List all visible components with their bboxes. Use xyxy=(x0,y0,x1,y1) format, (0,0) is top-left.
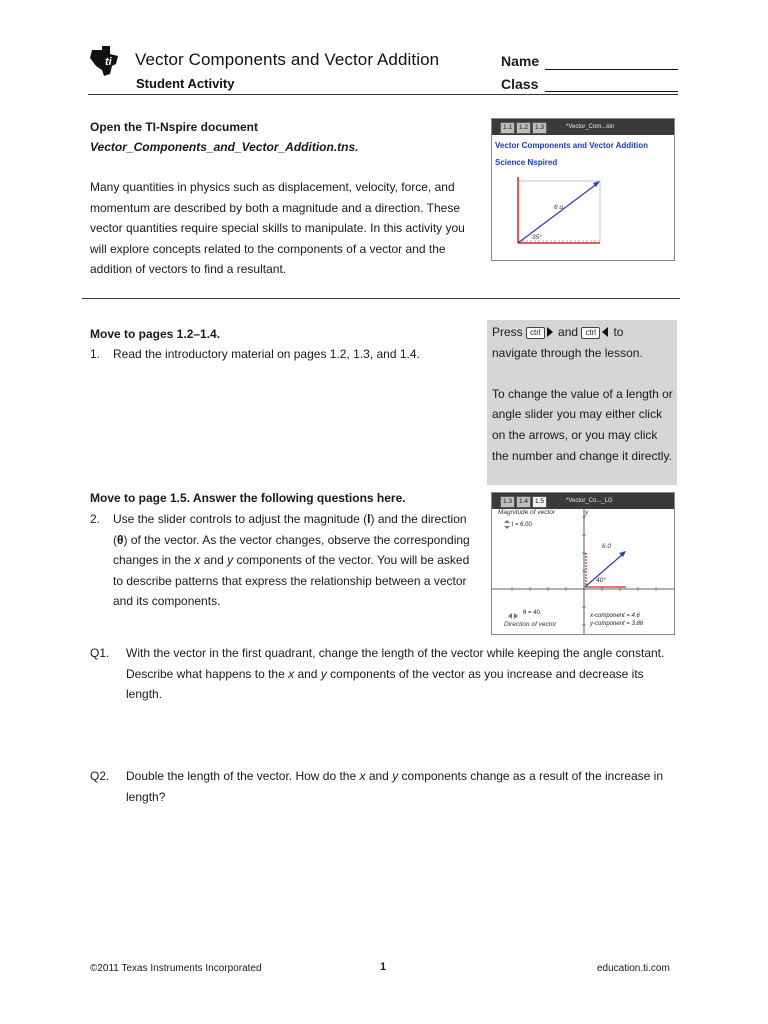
header-divider xyxy=(88,94,678,95)
screenshot-subheading: Science Nspired xyxy=(495,158,558,167)
question-number: Q2. xyxy=(90,769,110,783)
page-number: 1 xyxy=(380,961,387,973)
calculator-screenshot-title-page xyxy=(491,118,675,261)
ctrl-key: ctrl xyxy=(526,327,545,339)
document-filename: Vector_Components_and_Vector_Addition.tns. xyxy=(90,140,359,154)
question-text: With the vector in the first quadrant, change the length of the vector while keeping the angle constant. Describe what happens to the x and y components of the vector as you increase and decrease its length. xyxy=(126,646,665,702)
direction-slider-value[interactable]: θ = 40. xyxy=(523,610,542,616)
left-arrow-icon xyxy=(602,327,608,337)
y-axis-label: y xyxy=(585,509,589,516)
ti-logo-icon xyxy=(88,44,122,78)
calculator-tab: 1.4 xyxy=(516,496,531,508)
calculator-tab: 1.1 xyxy=(500,122,515,134)
document-title: Vector Components and Vector Addition xyxy=(135,50,440,69)
calculator-tab: 1.3 xyxy=(500,496,515,508)
step-text: Use the slider controls to adjust the magnitude (l) and the direction (θ) of the vector. As the vector changes, observe the corresponding changes in the x and y components of the vector. You will be asked to describe patterns that express the relationship between a vector and its components. xyxy=(113,512,470,609)
angle-label: 40° xyxy=(596,577,606,584)
step-number: 2. xyxy=(90,512,101,526)
y-component-readout: y-component = 3.86 xyxy=(590,621,644,627)
press-text: Press xyxy=(492,325,523,339)
calculator-tab: 1.2 xyxy=(516,122,531,134)
right-arrow-icon xyxy=(547,327,553,337)
to-text: to xyxy=(613,325,624,339)
section-heading: Move to page 1.5. Answer the following questions here. xyxy=(90,491,406,505)
step-text: Read the introductory material on pages 1.2, 1.3, and 1.4. xyxy=(113,347,420,361)
calculator-tab-bar xyxy=(492,493,674,509)
class-field-line[interactable] xyxy=(545,91,678,92)
ctrl-key: ctrl xyxy=(581,327,600,339)
calculator-doc-title: *Vector_Com...ion xyxy=(566,124,615,130)
magnitude-slider-title: Magnitude of vector xyxy=(498,509,556,516)
name-field-line[interactable] xyxy=(545,69,678,70)
open-document-label: Open the TI-Nspire document xyxy=(90,120,259,134)
vector-diagram xyxy=(492,171,674,260)
question-number: Q1. xyxy=(90,646,110,660)
calculator-doc-title: *Vector_Co..._LG xyxy=(566,498,613,504)
section-heading: Move to pages 1.2–1.4. xyxy=(90,327,221,341)
angle-label: 35° xyxy=(532,234,542,241)
document-subtitle: Student Activity xyxy=(136,76,235,91)
copyright-notice: ©2011 Texas Instruments Incorporated xyxy=(90,963,262,974)
calculator-tab-bar xyxy=(492,119,674,135)
magnitude-slider-value[interactable]: l = 6.00 xyxy=(512,522,532,528)
vector-length-label: 6 u xyxy=(554,204,564,211)
screenshot-heading: Vector Components and Vector Addition xyxy=(495,141,649,150)
website-link[interactable]: education.ti.com xyxy=(597,963,670,974)
vector-length-label: 6.0 xyxy=(602,543,612,550)
and-text: and xyxy=(558,325,579,339)
calculator-tab: 1.3 xyxy=(532,122,547,134)
step-number: 1. xyxy=(90,347,101,361)
intro-paragraph: Many quantities in physics such as displacement, velocity, force, and momentum are described by both a magnitude and a direction. These vector quantities require special skills to manipulate. In this activity you will explore concepts related to the components of a vector and the addition of vectors to find a resultant. xyxy=(90,180,465,277)
question-text: Double the length of the vector. How do the x and y components change as a result of the increase in length? xyxy=(126,769,664,804)
slider-tip-text: To change the value of a length or angle slider you may either click on the arrows, or you may click the number and change it directly. xyxy=(492,386,673,463)
section-divider xyxy=(82,298,680,299)
class-label: Class xyxy=(501,76,539,92)
svg-text:ti: ti xyxy=(105,56,112,68)
direction-slider-title: Direction of vector xyxy=(504,621,557,628)
calculator-screenshot-vector-page xyxy=(491,492,675,635)
navigate-text: navigate through the lesson. xyxy=(492,345,643,360)
x-component-readout: x-component = 4.6 xyxy=(590,613,640,619)
navigation-tip xyxy=(492,322,674,466)
calculator-tab-active: 1.5 xyxy=(532,496,547,508)
name-label: Name xyxy=(501,53,540,69)
